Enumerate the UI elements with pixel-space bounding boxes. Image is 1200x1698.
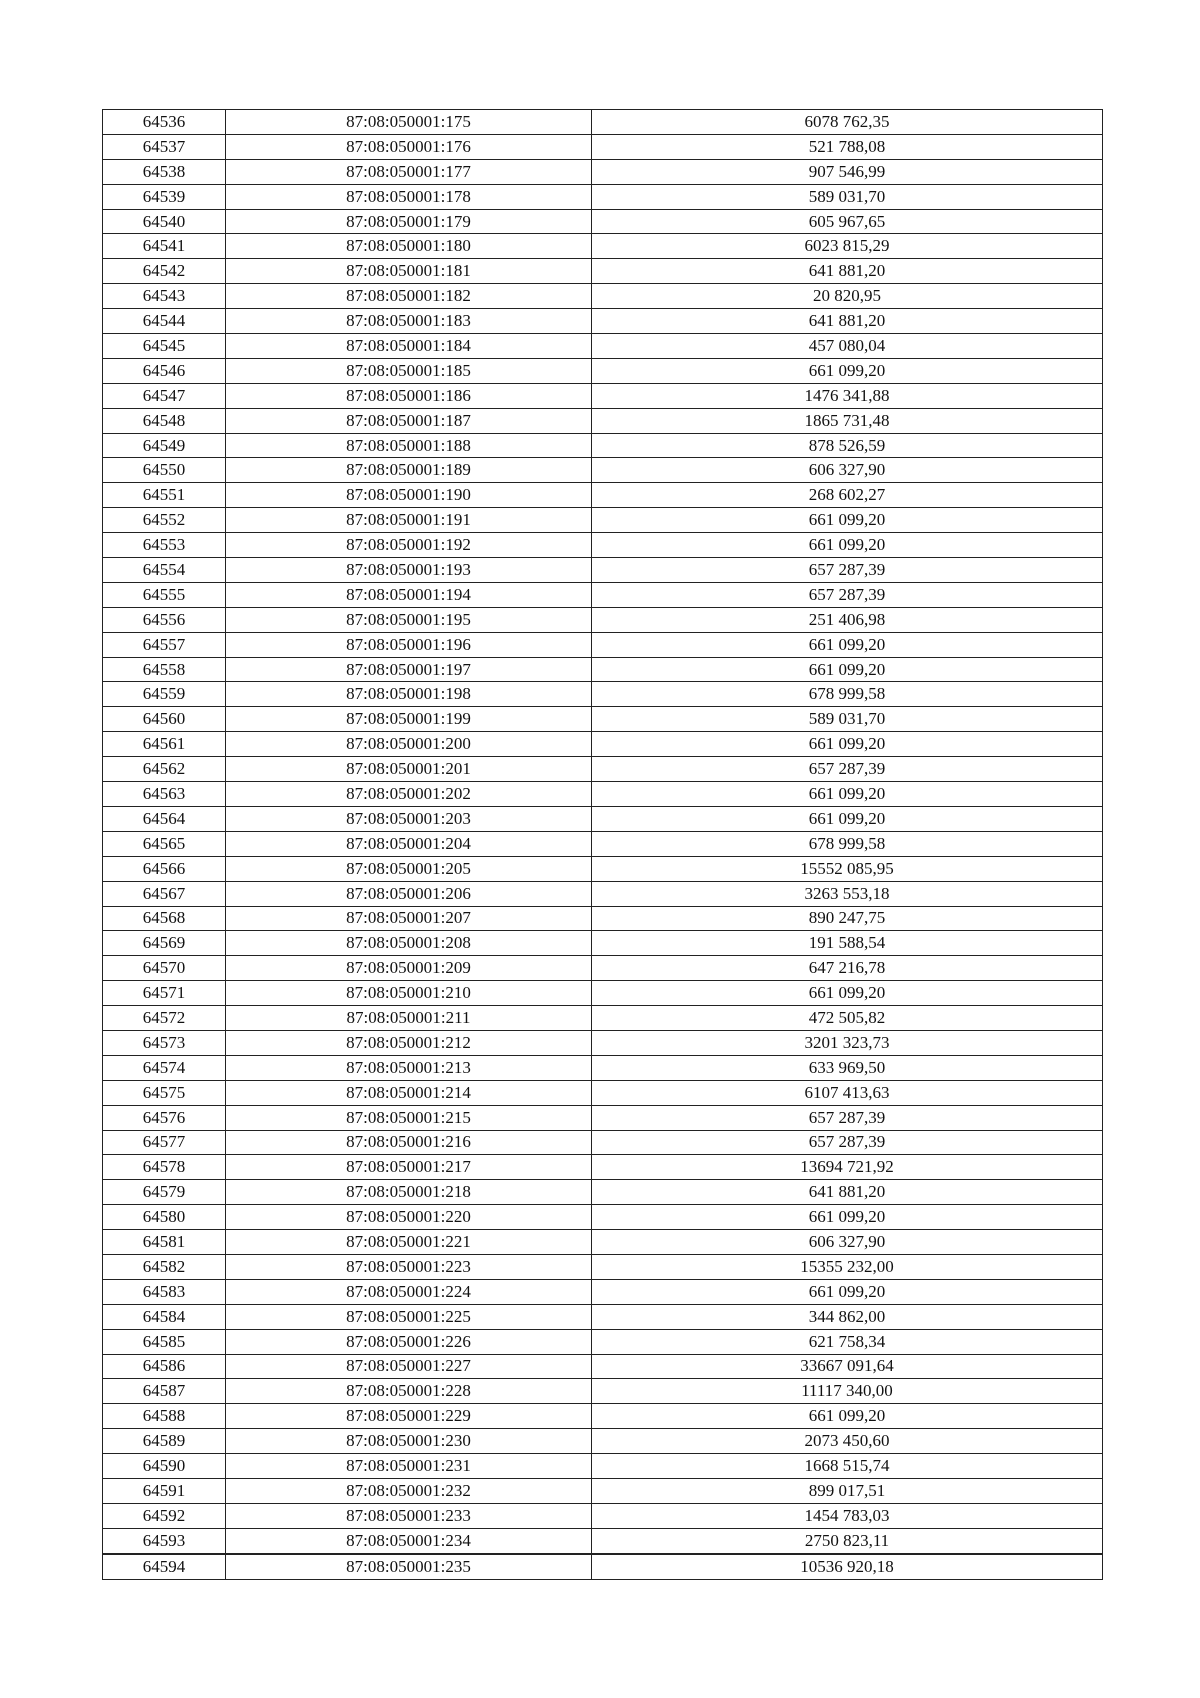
- cadastral-number-cell: 87:08:050001:193: [226, 558, 592, 583]
- value-cell: 661 099,20: [592, 508, 1103, 533]
- row-number-cell: 64538: [103, 159, 226, 184]
- table-row: [103, 558, 1103, 583]
- table-row: [103, 806, 1103, 831]
- row-number-cell: 64559: [103, 682, 226, 707]
- row-number-cell: 64586: [103, 1354, 226, 1379]
- value-cell: 2750 823,11: [592, 1528, 1103, 1553]
- cadastral-number-cell: 87:08:050001:201: [226, 757, 592, 782]
- value-cell: 1454 783,03: [592, 1503, 1103, 1528]
- row-number-cell: 64566: [103, 856, 226, 881]
- row-number-cell: 64537: [103, 134, 226, 159]
- value-cell: 606 327,90: [592, 1230, 1103, 1255]
- value-cell: 10536 920,18: [592, 1554, 1103, 1579]
- cadastral-number-cell: 87:08:050001:179: [226, 209, 592, 234]
- row-number-cell: 64561: [103, 732, 226, 757]
- value-cell: 661 099,20: [592, 981, 1103, 1006]
- table-row: [103, 184, 1103, 209]
- table-row: [103, 1205, 1103, 1230]
- table-row: [103, 1304, 1103, 1329]
- cadastral-number-cell: 87:08:050001:196: [226, 632, 592, 657]
- value-cell: 589 031,70: [592, 707, 1103, 732]
- table-row: [103, 1429, 1103, 1454]
- value-cell: 472 505,82: [592, 1006, 1103, 1031]
- value-cell: 661 099,20: [592, 1404, 1103, 1429]
- cadastral-number-cell: 87:08:050001:194: [226, 582, 592, 607]
- cadastral-number-cell: 87:08:050001:183: [226, 309, 592, 334]
- row-number-cell: 64579: [103, 1180, 226, 1205]
- row-number-cell: 64554: [103, 558, 226, 583]
- value-cell: 661 099,20: [592, 657, 1103, 682]
- row-number-cell: 64541: [103, 234, 226, 259]
- row-number-cell: 64562: [103, 757, 226, 782]
- row-number-cell: 64548: [103, 408, 226, 433]
- value-cell: 3263 553,18: [592, 881, 1103, 906]
- table-row: [103, 309, 1103, 334]
- row-number-cell: 64565: [103, 831, 226, 856]
- cadastral-number-cell: 87:08:050001:229: [226, 1404, 592, 1429]
- cadastral-number-cell: 87:08:050001:200: [226, 732, 592, 757]
- table-row: [103, 981, 1103, 1006]
- value-cell: 641 881,20: [592, 259, 1103, 284]
- cadastral-number-cell: 87:08:050001:223: [226, 1254, 592, 1279]
- cadastral-number-cell: 87:08:050001:231: [226, 1454, 592, 1479]
- cadastral-number-cell: 87:08:050001:209: [226, 956, 592, 981]
- row-number-cell: 64578: [103, 1155, 226, 1180]
- row-number-cell: 64543: [103, 284, 226, 309]
- value-cell: 633 969,50: [592, 1055, 1103, 1080]
- value-cell: 1865 731,48: [592, 408, 1103, 433]
- row-number-cell: 64583: [103, 1279, 226, 1304]
- value-cell: 20 820,95: [592, 284, 1103, 309]
- table-row: [103, 831, 1103, 856]
- table-row: [103, 906, 1103, 931]
- row-number-cell: 64575: [103, 1080, 226, 1105]
- table-row: [103, 1478, 1103, 1503]
- cadastral-number-cell: 87:08:050001:175: [226, 110, 592, 135]
- value-cell: 661 099,20: [592, 1279, 1103, 1304]
- value-cell: 899 017,51: [592, 1478, 1103, 1503]
- row-number-cell: 64574: [103, 1055, 226, 1080]
- table-row: [103, 1528, 1103, 1553]
- table-row: [103, 782, 1103, 807]
- table-row: [103, 1080, 1103, 1105]
- table-row: [103, 757, 1103, 782]
- table-row: [103, 1230, 1103, 1255]
- value-cell: 661 099,20: [592, 533, 1103, 558]
- row-number-cell: 64547: [103, 383, 226, 408]
- table-row: [103, 1379, 1103, 1404]
- row-number-cell: 64589: [103, 1429, 226, 1454]
- table-row: [103, 383, 1103, 408]
- row-number-cell: 64563: [103, 782, 226, 807]
- row-number-cell: 64568: [103, 906, 226, 931]
- value-cell: 661 099,20: [592, 632, 1103, 657]
- cadastral-number-cell: 87:08:050001:230: [226, 1429, 592, 1454]
- cadastral-number-cell: 87:08:050001:190: [226, 483, 592, 508]
- row-number-cell: 64539: [103, 184, 226, 209]
- cadastral-number-cell: 87:08:050001:227: [226, 1354, 592, 1379]
- cadastral-number-cell: 87:08:050001:206: [226, 881, 592, 906]
- value-cell: 678 999,58: [592, 682, 1103, 707]
- row-number-cell: 64573: [103, 1030, 226, 1055]
- cadastral-number-cell: 87:08:050001:232: [226, 1478, 592, 1503]
- cadastral-number-cell: 87:08:050001:181: [226, 259, 592, 284]
- value-cell: 605 967,65: [592, 209, 1103, 234]
- table-row: [103, 732, 1103, 757]
- row-number-cell: 64564: [103, 806, 226, 831]
- row-number-cell: 64549: [103, 433, 226, 458]
- cadastral-number-cell: 87:08:050001:192: [226, 533, 592, 558]
- value-cell: 13694 721,92: [592, 1155, 1103, 1180]
- value-cell: 661 099,20: [592, 358, 1103, 383]
- row-number-cell: 64544: [103, 309, 226, 334]
- value-cell: 657 287,39: [592, 582, 1103, 607]
- table-row: [103, 159, 1103, 184]
- value-cell: 657 287,39: [592, 1105, 1103, 1130]
- row-number-cell: 64546: [103, 358, 226, 383]
- table-row: [103, 1254, 1103, 1279]
- cadastral-number-cell: 87:08:050001:191: [226, 508, 592, 533]
- cadastral-number-cell: 87:08:050001:178: [226, 184, 592, 209]
- cadastral-number-cell: 87:08:050001:184: [226, 334, 592, 359]
- value-cell: 1668 515,74: [592, 1454, 1103, 1479]
- cadastral-number-cell: 87:08:050001:186: [226, 383, 592, 408]
- value-cell: 2073 450,60: [592, 1429, 1103, 1454]
- cadastral-number-cell: 87:08:050001:197: [226, 657, 592, 682]
- value-cell: 878 526,59: [592, 433, 1103, 458]
- value-cell: 606 327,90: [592, 458, 1103, 483]
- table-row: [103, 956, 1103, 981]
- cadastral-number-cell: 87:08:050001:221: [226, 1230, 592, 1255]
- cadastral-number-cell: 87:08:050001:205: [226, 856, 592, 881]
- value-cell: 191 588,54: [592, 931, 1103, 956]
- cadastral-number-cell: 87:08:050001:204: [226, 831, 592, 856]
- table-row: [103, 358, 1103, 383]
- cadastral-number-cell: 87:08:050001:214: [226, 1080, 592, 1105]
- row-number-cell: 64580: [103, 1205, 226, 1230]
- table-row: [103, 1030, 1103, 1055]
- cadastral-number-cell: 87:08:050001:198: [226, 682, 592, 707]
- table-row: [103, 607, 1103, 632]
- value-cell: 6023 815,29: [592, 234, 1103, 259]
- row-number-cell: 64593: [103, 1528, 226, 1553]
- value-cell: 344 862,00: [592, 1304, 1103, 1329]
- row-number-cell: 64567: [103, 881, 226, 906]
- row-number-cell: 64555: [103, 582, 226, 607]
- cadastral-number-cell: 87:08:050001:225: [226, 1304, 592, 1329]
- cadastral-number-cell: 87:08:050001:218: [226, 1180, 592, 1205]
- value-cell: 657 287,39: [592, 558, 1103, 583]
- table-row: [103, 209, 1103, 234]
- cadastral-number-cell: 87:08:050001:224: [226, 1279, 592, 1304]
- table-row: [103, 881, 1103, 906]
- row-number-cell: 64550: [103, 458, 226, 483]
- cadastral-number-cell: 87:08:050001:216: [226, 1130, 592, 1155]
- value-cell: 3201 323,73: [592, 1030, 1103, 1055]
- value-cell: 11117 340,00: [592, 1379, 1103, 1404]
- cadastral-number-cell: 87:08:050001:207: [226, 906, 592, 931]
- table-row: [103, 110, 1103, 135]
- cadastral-number-cell: 87:08:050001:180: [226, 234, 592, 259]
- row-number-cell: 64553: [103, 533, 226, 558]
- cadastral-number-cell: 87:08:050001:187: [226, 408, 592, 433]
- value-cell: 6107 413,63: [592, 1080, 1103, 1105]
- row-number-cell: 64570: [103, 956, 226, 981]
- value-cell: 647 216,78: [592, 956, 1103, 981]
- table-row: [103, 1130, 1103, 1155]
- row-number-cell: 64577: [103, 1130, 226, 1155]
- row-number-cell: 64551: [103, 483, 226, 508]
- cadastral-number-cell: 87:08:050001:203: [226, 806, 592, 831]
- cadastral-number-cell: 87:08:050001:215: [226, 1105, 592, 1130]
- cadastral-number-cell: 87:08:050001:176: [226, 134, 592, 159]
- table-row: [103, 134, 1103, 159]
- table-row: [103, 1006, 1103, 1031]
- cadastral-number-cell: 87:08:050001:199: [226, 707, 592, 732]
- cadastral-number-cell: 87:08:050001:177: [226, 159, 592, 184]
- row-number-cell: 64571: [103, 981, 226, 1006]
- table-row: [103, 1454, 1103, 1479]
- value-cell: 657 287,39: [592, 757, 1103, 782]
- value-cell: 589 031,70: [592, 184, 1103, 209]
- table-row: [103, 1329, 1103, 1354]
- table-row: [103, 483, 1103, 508]
- table-row: [103, 1279, 1103, 1304]
- row-number-cell: 64582: [103, 1254, 226, 1279]
- cadastral-number-cell: 87:08:050001:189: [226, 458, 592, 483]
- value-cell: 661 099,20: [592, 782, 1103, 807]
- value-cell: 521 788,08: [592, 134, 1103, 159]
- cadastral-number-cell: 87:08:050001:195: [226, 607, 592, 632]
- row-number-cell: 64588: [103, 1404, 226, 1429]
- table-row: [103, 259, 1103, 284]
- table-row: [103, 1155, 1103, 1180]
- value-cell: 251 406,98: [592, 607, 1103, 632]
- row-number-cell: 64590: [103, 1454, 226, 1479]
- table-row: [103, 1503, 1103, 1528]
- cadastral-number-cell: 87:08:050001:210: [226, 981, 592, 1006]
- cadastral-number-cell: 87:08:050001:212: [226, 1030, 592, 1055]
- table-row: [103, 582, 1103, 607]
- table-row: [103, 1055, 1103, 1080]
- row-number-cell: 64540: [103, 209, 226, 234]
- table-body: [103, 110, 1103, 1580]
- cadastral-number-cell: 87:08:050001:211: [226, 1006, 592, 1031]
- cadastral-number-cell: 87:08:050001:182: [226, 284, 592, 309]
- value-cell: 15552 085,95: [592, 856, 1103, 881]
- value-cell: 33667 091,64: [592, 1354, 1103, 1379]
- value-cell: 1476 341,88: [592, 383, 1103, 408]
- row-number-cell: 64545: [103, 334, 226, 359]
- table-row: [103, 856, 1103, 881]
- table-row: [103, 707, 1103, 732]
- table-row: [103, 458, 1103, 483]
- table-row: [103, 657, 1103, 682]
- value-cell: 907 546,99: [592, 159, 1103, 184]
- cadastral-number-cell: 87:08:050001:185: [226, 358, 592, 383]
- value-cell: 678 999,58: [592, 831, 1103, 856]
- row-number-cell: 64569: [103, 931, 226, 956]
- row-number-cell: 64594: [103, 1554, 226, 1579]
- value-cell: 6078 762,35: [592, 110, 1103, 135]
- row-number-cell: 64585: [103, 1329, 226, 1354]
- table-row: [103, 433, 1103, 458]
- row-number-cell: 64536: [103, 110, 226, 135]
- value-cell: 268 602,27: [592, 483, 1103, 508]
- value-cell: 661 099,20: [592, 732, 1103, 757]
- row-number-cell: 64542: [103, 259, 226, 284]
- cadastral-number-cell: 87:08:050001:220: [226, 1205, 592, 1230]
- row-number-cell: 64556: [103, 607, 226, 632]
- table-row: [103, 1180, 1103, 1205]
- table-row: [103, 682, 1103, 707]
- row-number-cell: 64560: [103, 707, 226, 732]
- cadastral-number-cell: 87:08:050001:202: [226, 782, 592, 807]
- value-cell: 661 099,20: [592, 1205, 1103, 1230]
- row-number-cell: 64581: [103, 1230, 226, 1255]
- value-cell: 641 881,20: [592, 1180, 1103, 1205]
- value-cell: 457 080,04: [592, 334, 1103, 359]
- cadastral-number-cell: 87:08:050001:213: [226, 1055, 592, 1080]
- table-row: [103, 1554, 1103, 1579]
- cadastral-number-cell: 87:08:050001:234: [226, 1528, 592, 1553]
- cadastral-number-cell: 87:08:050001:217: [226, 1155, 592, 1180]
- table-row: [103, 1404, 1103, 1429]
- row-number-cell: 64584: [103, 1304, 226, 1329]
- value-cell: 657 287,39: [592, 1130, 1103, 1155]
- cadastral-number-cell: 87:08:050001:233: [226, 1503, 592, 1528]
- value-cell: 15355 232,00: [592, 1254, 1103, 1279]
- cadastral-number-cell: 87:08:050001:235: [226, 1554, 592, 1579]
- table-row: [103, 533, 1103, 558]
- cadastral-number-cell: 87:08:050001:226: [226, 1329, 592, 1354]
- table-row: [103, 334, 1103, 359]
- value-cell: 641 881,20: [592, 309, 1103, 334]
- row-number-cell: 64552: [103, 508, 226, 533]
- cadastral-number-cell: 87:08:050001:228: [226, 1379, 592, 1404]
- table-row: [103, 408, 1103, 433]
- value-cell: 890 247,75: [592, 906, 1103, 931]
- row-number-cell: 64576: [103, 1105, 226, 1130]
- cadastral-value-table: [102, 109, 1103, 1580]
- cadastral-number-cell: 87:08:050001:188: [226, 433, 592, 458]
- value-cell: 661 099,20: [592, 806, 1103, 831]
- value-cell: 621 758,34: [592, 1329, 1103, 1354]
- row-number-cell: 64591: [103, 1478, 226, 1503]
- table-row: [103, 508, 1103, 533]
- table-row: [103, 1105, 1103, 1130]
- table-row: [103, 1354, 1103, 1379]
- row-number-cell: 64592: [103, 1503, 226, 1528]
- table-row: [103, 234, 1103, 259]
- cadastral-number-cell: 87:08:050001:208: [226, 931, 592, 956]
- row-number-cell: 64558: [103, 657, 226, 682]
- row-number-cell: 64572: [103, 1006, 226, 1031]
- row-number-cell: 64557: [103, 632, 226, 657]
- table-row: [103, 284, 1103, 309]
- row-number-cell: 64587: [103, 1379, 226, 1404]
- table-row: [103, 931, 1103, 956]
- table-row: [103, 632, 1103, 657]
